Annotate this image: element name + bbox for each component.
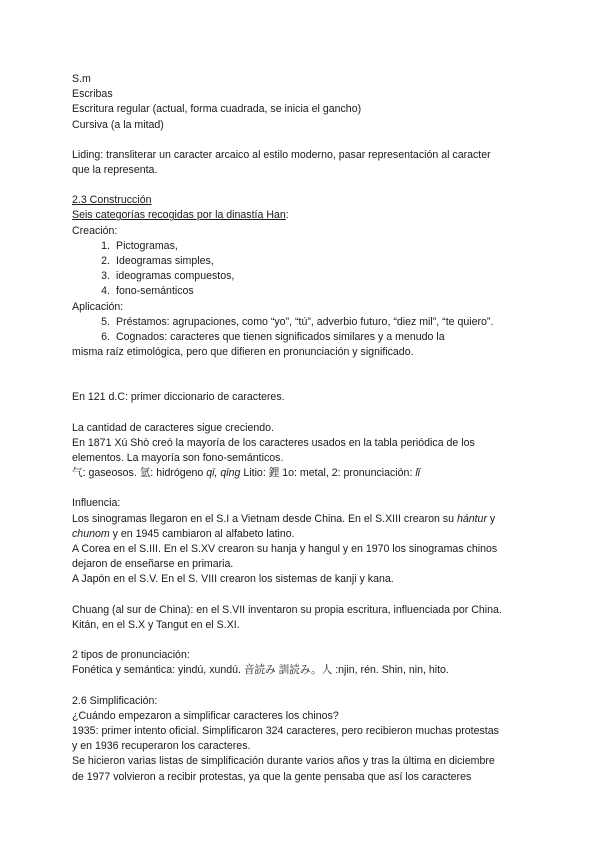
aplicacion-label: Aplicación:	[72, 300, 124, 313]
simplificacion-line-1: ¿Cuándo empezaron a simplificar caracteres los chinos?	[72, 709, 339, 722]
list-item	[72, 269, 540, 284]
influencia-line-5: A Japón en el S.V. En el S. VIII crearon los sistemas de kanji y kana.	[72, 573, 394, 586]
pinyin-qing: qī, qīng	[206, 467, 241, 480]
influencia-title: Influencia:	[72, 497, 121, 510]
intro-line-2: Escribas	[72, 88, 113, 101]
intro-line-1: S.m	[72, 73, 91, 85]
cantidad-line-4	[72, 466, 540, 481]
list-item	[72, 315, 540, 330]
creacion-label: Creación:	[72, 224, 118, 237]
influencia-line-1	[72, 512, 540, 527]
chuang-line-1: Chuang (al sur de China): en el S.VII inventaron su propia escritura, influenciada por China.	[72, 603, 502, 616]
influencia-line-2	[72, 527, 540, 542]
list-item-text: Pictogramas,	[116, 239, 178, 252]
list-item-number: 6.	[101, 331, 110, 344]
intro-line-3: Escritura regular (actual, forma cuadrada, se inicia el gancho)	[72, 103, 362, 116]
list-item-text: Préstamos: agrupaciones, como “yo”, “tú”, adverbio futuro, “diez mil”, “te quiero”.	[116, 315, 494, 328]
pronunciacion-line-2: Fonética y semántica: yindú, xundú. 音読み 訓読み。人 :njin, rén. Shin, nin, hito.	[72, 664, 449, 677]
aplicacion-continuation: misma raíz etimológica, pero que difieren en pronunciación y significado.	[72, 346, 414, 359]
elementos-text-a: 气: gaseosos. 氫: hidrógeno	[72, 467, 207, 480]
list-item	[72, 284, 540, 299]
term-chunom: chunom	[72, 527, 110, 540]
list-item-number: 4.	[101, 285, 110, 298]
list-item-number: 1.	[101, 239, 110, 252]
list-item-number: 3.	[101, 270, 110, 283]
list-item-number: 5.	[101, 315, 110, 328]
diccionario-line: En 121 d.C: primer diccionario de caracteres.	[72, 391, 285, 404]
list-item-text: Cognados: caracteres que tienen significados similares y a menudo la	[116, 331, 445, 344]
pronunciacion-line-1: 2 tipos de pronunciación:	[72, 649, 190, 662]
influencia-text-c: y	[486, 512, 496, 525]
chuang-line-2: Kitán, en el S.X y Tangut en el S.XI.	[72, 618, 240, 631]
list-item-number: 2.	[101, 255, 110, 268]
list-item-text: fono-semánticos	[116, 285, 194, 298]
influencia-text-b: y en 1945 cambiaron al alfabeto latino.	[109, 527, 295, 540]
pinyin-li: lǐ	[415, 467, 421, 480]
influencia-line-4: dejaron de enseñarse en primaria.	[72, 558, 234, 571]
liding-line-2: que la representa.	[72, 164, 158, 177]
influencia-text-a: Los sinogramas llegaron en el S.I a Vietnam desde China. En el S.XIII crearon su	[72, 512, 457, 525]
simplificacion-line-5: de 1977 volvieron a recibir protestas, ya que la gente pensaba que así los caracteres	[72, 770, 472, 783]
list-item-text: ideogramas compuestos,	[116, 270, 235, 283]
subheading-line	[72, 208, 540, 223]
subheading-colon: :	[285, 209, 289, 222]
cantidad-line-1: La cantidad de caracteres sigue creciendo.	[72, 421, 274, 434]
list-item	[72, 330, 540, 345]
section-heading-construccion: 2.3 Construcción	[72, 194, 152, 207]
simplificacion-line-3: y en 1936 recuperaron los caracteres.	[72, 740, 251, 753]
simplificacion-line-2: 1935: primer intento oficial. Simplificaron 324 caracteres, pero recibieron muchas protestas	[72, 724, 499, 737]
simplificacion-title: 2.6 Simplificación:	[72, 694, 158, 707]
cantidad-line-3: elementos. La mayoría son fono-semánticos.	[72, 452, 284, 465]
simplificacion-line-4: Se hicieron varias listas de simplificación durante varios años y tras la última en diciembre	[72, 755, 495, 768]
list-item	[72, 254, 540, 269]
term-hantur: hántur	[456, 512, 487, 525]
list-item	[72, 239, 540, 254]
cantidad-line-2: En 1871 Xú Shò creó la mayoría de los caracteres usados en la tabla periódica de los	[72, 436, 475, 449]
influencia-line-3: A Corea en el S.III. En el S.XV crearon su hanja y hangul y en 1970 los sinogramas chinos	[72, 543, 498, 556]
intro-line-4: Cursiva (a la mitad)	[72, 118, 164, 131]
liding-line-1: Liding: transliterar un caracter arcaico al estilo moderno, pasar representación al caracter	[72, 148, 491, 161]
elementos-text-c: Litio: 鋰 1o: metal, 2: pronunciación:	[240, 467, 416, 480]
list-item-text: Ideogramas simples,	[116, 255, 214, 268]
subheading-seis-categorias: Seis categorías recogidas por la dinastía Han	[72, 209, 286, 222]
